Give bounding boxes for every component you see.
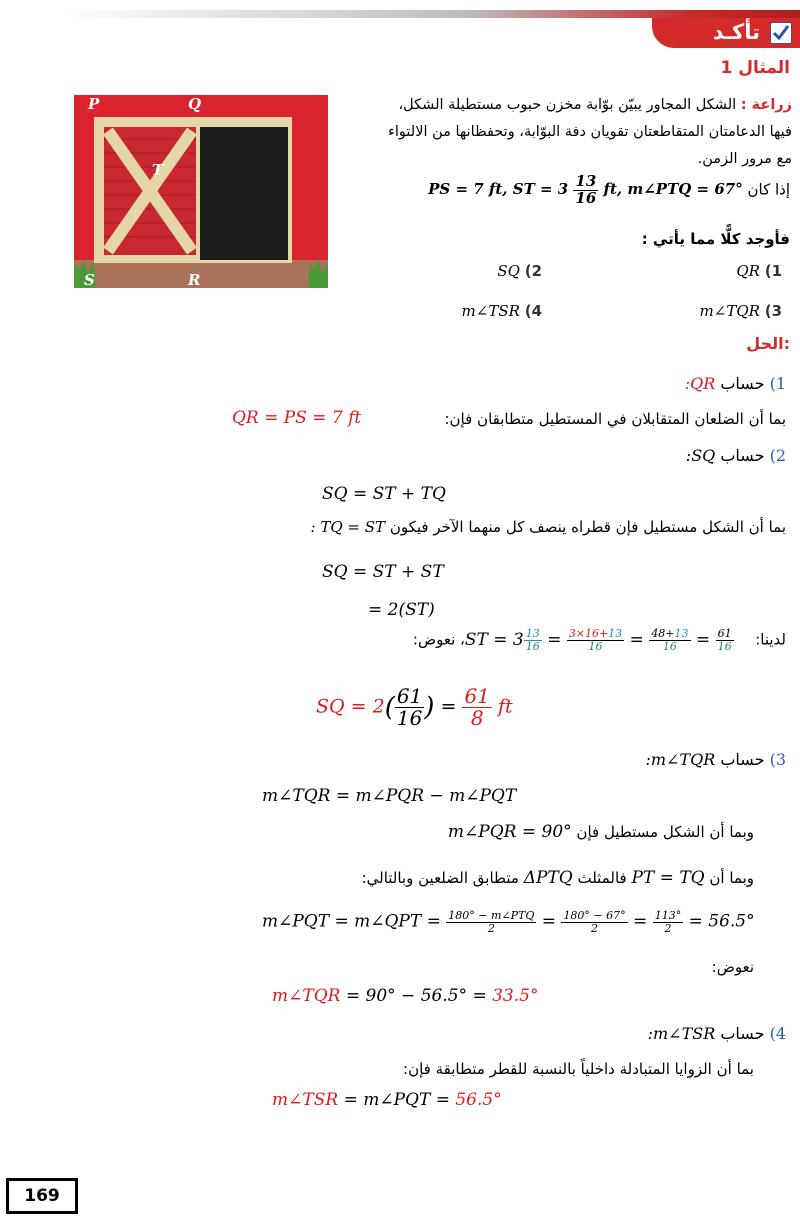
item-3: 3) m∠TQR	[699, 302, 782, 320]
solution-title: الحل:	[746, 334, 790, 353]
problem-line-3: مع مرور الزمن.	[697, 151, 792, 167]
step3-substitute-label: نعوض:	[711, 958, 754, 976]
checkbox-icon	[770, 22, 792, 44]
label-S: S	[84, 271, 95, 289]
step3-result: m∠TQR = 90° − 56.5° = 33.5°	[272, 986, 539, 1006]
step1-reason: بما أن الضلعان المتقابلان في المستطيل متطابقان فإن:	[444, 410, 786, 428]
header-title: تأكـد	[712, 20, 760, 44]
step2-heading: 2) حساب SQ:	[685, 446, 786, 465]
step3-heading: 3) حساب m∠TQR:	[645, 750, 786, 769]
step2-equation-2: SQ = ST + ST	[322, 562, 444, 582]
step2-equation-3: = 2(ST)	[368, 600, 435, 620]
problem-line-2: فيها الدعامتان المتقاطعتان تقويان دفة البوّابة، وتحفظانها من الالتواء	[388, 124, 792, 140]
step1-equation: QR = PS = 7 ft	[232, 408, 362, 428]
item-2: 2) SQ	[497, 262, 542, 280]
problem-text	[352, 92, 792, 173]
step3-reason-1: وبما أن الشكل مستطيل فإن m∠PQR = 90°	[447, 822, 754, 842]
step1-heading: 1) حساب QR:	[684, 374, 786, 393]
header-bar	[62, 10, 800, 18]
subject-label: زراعة :	[740, 97, 792, 113]
page-number: 169	[6, 1178, 78, 1214]
step3-equation-4: m∠PQT = m∠QPT = $\frac{\text{180° − m∠PTQ}}{2}$ = $\frac{180^\circ - 67^\circ}{2}$ = $\frac{113^\circ}{2}$ = 56.5°	[262, 909, 755, 935]
item-4: 4) m∠TSR	[461, 302, 542, 320]
step3-equation-1: m∠TQR = m∠PQR − m∠PQT	[262, 786, 517, 806]
label-R: R	[188, 271, 201, 289]
step4-heading: 4) حساب m∠TSR:	[647, 1024, 786, 1043]
find-instruction: فأوجد كلًّا مما يأتي :	[641, 230, 790, 248]
step2-final-equation: SQ = 2( $\frac{61}{16}$ ) = $\frac{61}{8}$ ft	[316, 684, 513, 730]
step4-result: m∠TSR = m∠PQT = 56.5°	[272, 1090, 502, 1110]
problem-line-1: زراعة : الشكل المجاور يبيّن بوّابة مخزن حبوب مستطيلة الشكل،	[398, 97, 792, 113]
item-1: 1) QR	[736, 262, 782, 280]
step2-substitution-line: لدينا: ST = 3 $\frac{13}{16}$ = $\frac{3\times 16+13}{16}$ = $\frac{48+13}{16}$ = $\frac{61}{16}$ ، نعوض:	[412, 627, 786, 653]
step2-reason: بما أن الشكل مستطيل فإن قطراه ينصف كل منهما الآخر فيكون TQ = ST :	[310, 518, 786, 536]
step3-reason-2: وبما أن PT = TQ فالمثلث ΔPTQ متطابق الضلعين وبالتالي:	[361, 868, 754, 888]
example-title: المثال 1	[720, 58, 790, 78]
label-Q: Q	[188, 95, 202, 113]
step2-equation-1: SQ = ST + TQ	[322, 484, 446, 504]
label-T: T	[152, 161, 164, 179]
given-line: إذا كان PS = 7 ft, ST = 3 $\frac{13}{16}$ ft, m∠PTQ = 67°	[428, 172, 790, 207]
label-P: P	[88, 95, 100, 113]
barn-door-figure	[74, 95, 328, 288]
step4-reason: بما أن الزوايا المتبادلة داخلياً بالنسبة للقطر متطابقة فإن:	[403, 1060, 754, 1078]
